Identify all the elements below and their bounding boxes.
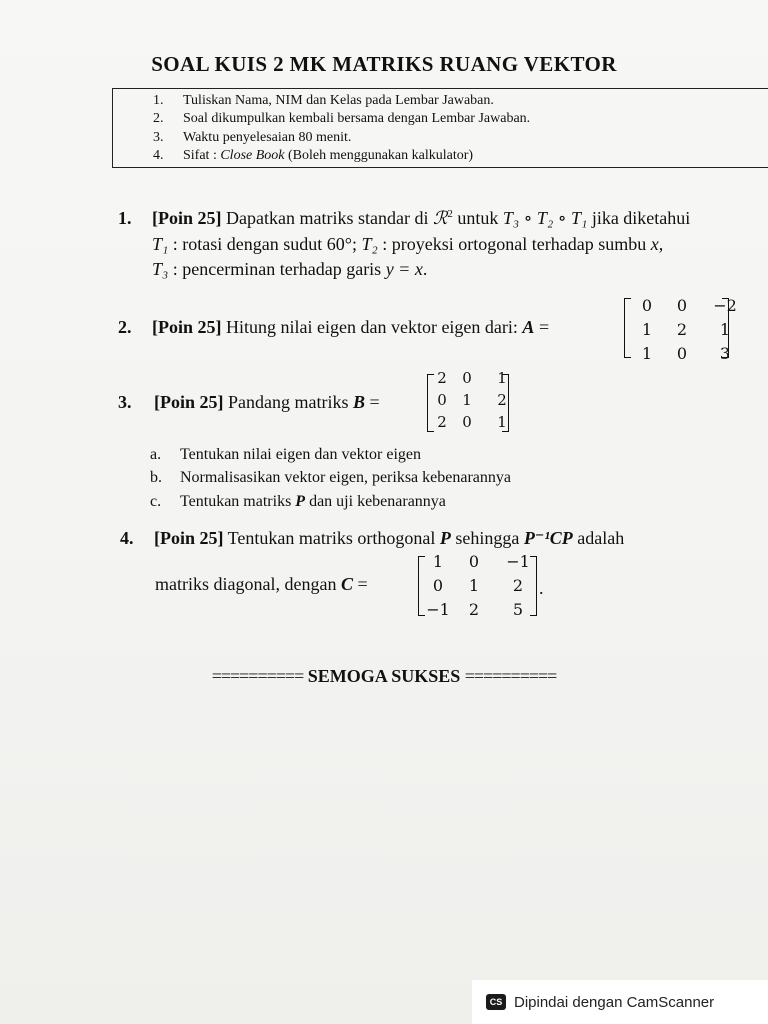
instruction-item: 2. Soal dikumpulkan kembali bersama dengan Lembar Jawaban. (153, 111, 531, 126)
watermark-text: Dipindai dengan CamScanner (514, 993, 715, 1011)
matrix-c: 1 0 −1 0 1 2 −1 2 5 (426, 552, 530, 619)
instruction-item: 3. Waktu penyelesaian 80 menit. (153, 130, 352, 145)
matrix-a-right-bracket (722, 298, 729, 358)
page-title: SOAL KUIS 2 MK MATRIKS RUANG VEKTOR (151, 52, 617, 76)
question-4-line-2: matriks diagonal, dengan C = (155, 574, 368, 594)
matrix-a: 0 0 −2 1 2 1 1 0 3 (641, 296, 737, 363)
question-1-line-2: T₁ : rotasi dengan sudut 60°; T₂ : proyeksi ortogonal terhadap sumbu x, (152, 234, 664, 254)
question-2: 2. [Poin 25] Hitung nilai eigen dan vektor eigen dari: A = (118, 317, 550, 337)
matrix-c-right-bracket (530, 556, 537, 616)
question-3-item-a: a. Tentukan nilai eigen dan vektor eigen (150, 446, 422, 463)
camscanner-watermark (472, 980, 768, 1024)
camscanner-logo-icon: CS (486, 994, 506, 1010)
instructions-box (112, 88, 768, 168)
question-3-item-c: c. Tentukan matriks P dan uji kebenarannya (150, 493, 446, 510)
matrix-b-right-bracket (502, 374, 509, 432)
closing-message: ========== SEMOGA SUKSES ========== (211, 666, 557, 686)
question-3-item-b: b. Normalisasikan vektor eigen, periksa kebenarannya (150, 469, 511, 486)
matrix-a-left-bracket (624, 298, 631, 358)
question-3: 3. [Poin 25] Pandang matriks B = (118, 392, 380, 412)
question-1-line-1: 1. [Poin 25] Dapatkan matriks standar di ℛ$^2$ untuk T₃ ∘ T₂ ∘ T₁ jika diketahui (118, 208, 691, 228)
question-1-line-3: T₃ : pencerminan terhadap garis y = x. (152, 259, 428, 279)
instruction-item: 4. Sifat : Close Book (Boleh menggunakan kalkulator) (153, 148, 474, 163)
instruction-item: 1. Tuliskan Nama, NIM dan Kelas pada Lembar Jawaban. (153, 93, 494, 108)
matrix-b: 2 0 1 0 1 2 2 0 1 (437, 369, 507, 431)
question-4-end-period: . (539, 578, 544, 598)
question-4-line-1: 4. [Poin 25] Tentukan matriks orthogonal P sehingga P⁻¹CP adalah (120, 528, 625, 548)
